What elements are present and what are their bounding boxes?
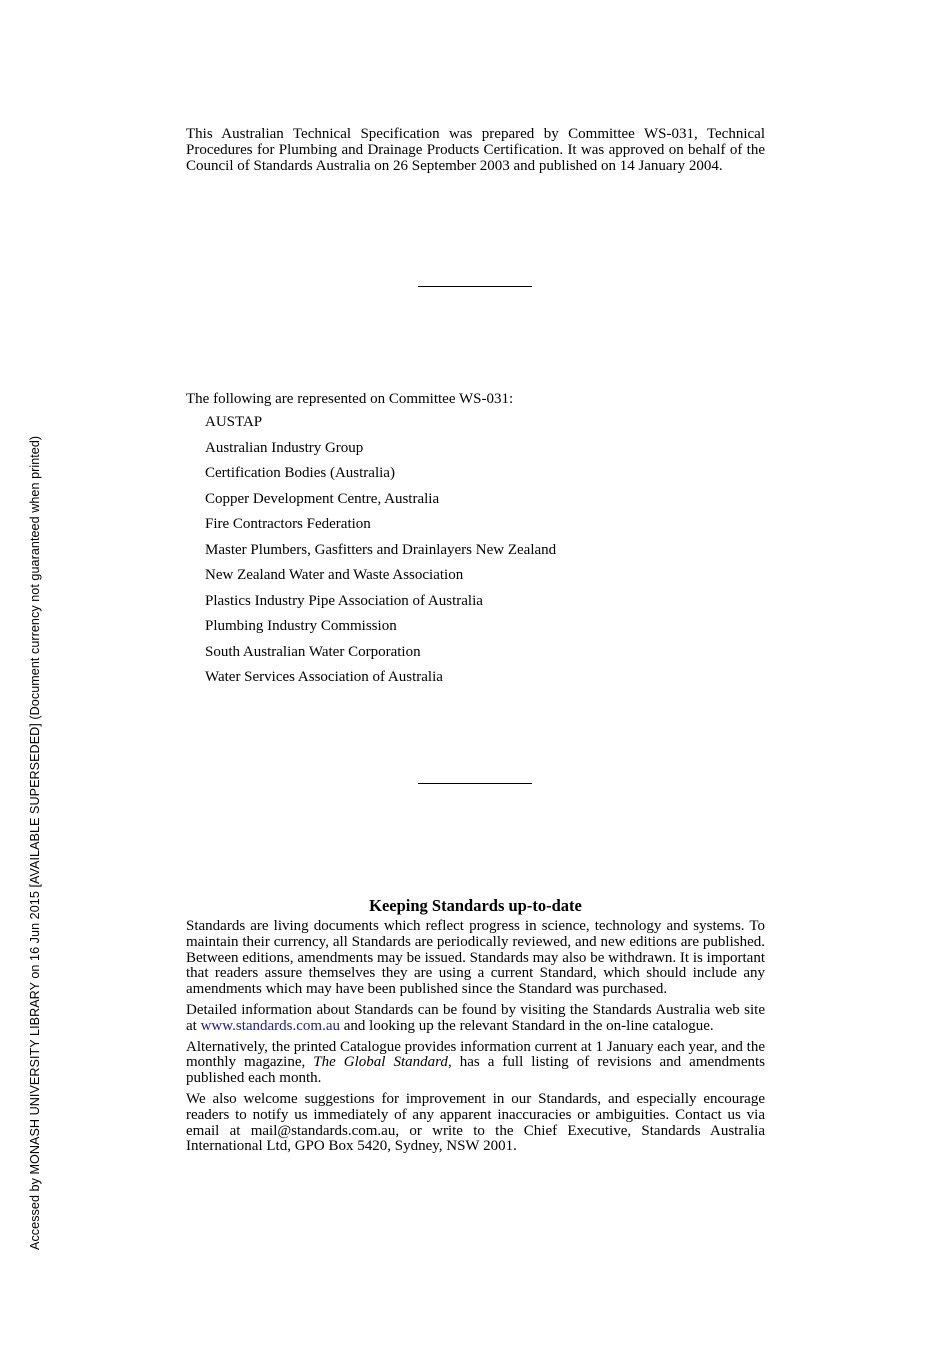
committee-member: Plumbing Industry Commission bbox=[205, 618, 397, 634]
keeping-paragraph-living-documents: Standards are living documents which reflect progress in science, technology and systems. To maintain their currency, all Standards are periodically reviewed, and new editions are published. Between editions, amendments may be issued. Standards may also be withdrawn. It is important that readers assure themselves they are using a current Standard, which should include any amendments which may have been published since the Standard was purchased. bbox=[186, 918, 765, 998]
committee-member: New Zealand Water and Waste Association bbox=[205, 567, 464, 583]
keeping-paragraph-website bbox=[186, 1003, 765, 1035]
committee-member: Fire Contractors Federation bbox=[205, 516, 371, 532]
committee-member: Plastics Industry Pipe Association of Australia bbox=[205, 592, 483, 609]
committee-member: AUSTAP bbox=[205, 414, 263, 430]
keeping-standards-heading: Keeping Standards up-to-date bbox=[369, 896, 582, 915]
standards-website-link[interactable]: www.standards.com.au bbox=[200, 1017, 340, 1034]
preparation-statement: This Australian Technical Specification was prepared by Committee WS-031, Technical Procedures for Plumbing and Drainage Products Certification. It was approved on behalf of the Council of Standards Australia on 26 September 2003 and published on 14 January 2004. bbox=[186, 126, 765, 174]
catalogue-text-after: , has a full listing of revisions and amendments published each month. bbox=[186, 1054, 765, 1087]
website-text-after: and looking up the relevant Standard in the on-line catalogue. bbox=[340, 1017, 714, 1034]
committee-member: Water Services Association of Australia bbox=[205, 669, 443, 685]
catalogue-text-before: Alternatively, the printed Catalogue provides information current at 1 January each year, and the monthly magazine, bbox=[186, 1038, 765, 1071]
committee-member: Copper Development Centre, Australia bbox=[205, 490, 440, 507]
committee-members-list bbox=[186, 410, 765, 691]
committee-member: South Australian Water Corporation bbox=[205, 643, 421, 660]
committee-member: Master Plumbers, Gasfitters and Drainlayers New Zealand bbox=[205, 541, 557, 558]
committee-intro: The following are represented on Committee WS-031: bbox=[186, 391, 514, 407]
committee-member: Australian Industry Group bbox=[205, 439, 364, 456]
magazine-title: The Global Standard bbox=[313, 1054, 448, 1071]
section-divider-top bbox=[418, 286, 532, 287]
committee-members-section bbox=[186, 390, 765, 691]
keeping-standards-section bbox=[186, 896, 765, 1160]
access-watermark-note: Accessed by MONASH UNIVERSITY LIBRARY on 16 Jun 2015 [AVAILABLE SUPERSEDED] (Document currency not guaranteed when printed) bbox=[28, 435, 42, 1250]
keeping-paragraph-suggestions: We also welcome suggestions for improvement in our Standards, and especially encourage readers to notify us immediately of any apparent inaccuracies or ambiguities. Contact us via email at mail@standards.com.au, or write to the Chief Executive, Standards Australia International Ltd, GPO Box 5420, Sydney, NSW 2001. bbox=[186, 1090, 765, 1155]
committee-member: Certification Bodies (Australia) bbox=[205, 465, 395, 481]
section-divider-bottom bbox=[418, 783, 532, 784]
website-text-before: Detailed information about Standards can be found by visiting the Standards Australia web site at bbox=[186, 1001, 765, 1034]
keeping-paragraph-catalogue bbox=[186, 1040, 765, 1087]
